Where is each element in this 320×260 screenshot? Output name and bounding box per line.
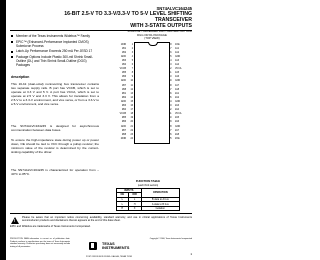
pin-lead-left <box>134 102 135 103</box>
table-cell: L <box>117 197 129 202</box>
pin-label-right: 1A2 <box>175 51 180 54</box>
pin-number-left: 13 <box>130 92 133 95</box>
logo-line: TEXAS <box>102 241 115 246</box>
header-rule <box>10 30 192 31</box>
production-data-notice: PRODUCTION DATA information is current as of publication date. Products conform to specifications per the terms of Texas Instruments standard warranty. Production processing does not necessarily include testing of all parameters. <box>10 238 70 248</box>
pin-label-left: 1B8 <box>121 88 126 91</box>
pin-label-left: 1B5 <box>121 72 126 75</box>
pin-label-right: 1OE <box>175 43 180 46</box>
pin-number-left: 3 <box>131 51 133 54</box>
function-table-subtitle: (each 8-bit section) <box>137 183 159 187</box>
pin-number-left: 7 <box>131 68 133 71</box>
pin-label-left: VCCB <box>119 113 126 116</box>
pin-number-right: 35 <box>169 96 172 99</box>
pin-number-left: 14 <box>130 96 133 99</box>
pin-label-right: 1A3 <box>175 59 180 62</box>
left-margin-bar <box>0 0 6 260</box>
package-caption: DGG OR DL PACKAGE <box>137 33 167 37</box>
pin-number-right: 37 <box>169 88 172 91</box>
pin-label-left: 2B5 <box>121 117 126 120</box>
pin-number-right: 33 <box>169 105 172 107</box>
pin-label-left: 2DIR <box>120 137 126 140</box>
pin-label-left: 1B1 <box>121 47 126 50</box>
document-footer <box>10 236 192 256</box>
pin-number-left: 11 <box>130 84 133 87</box>
pin-number-right: 39 <box>169 80 172 83</box>
pin-label-right: VCCA <box>175 113 182 116</box>
pin-number-left: 22 <box>130 129 133 132</box>
table-cell: X <box>128 206 141 211</box>
description-paragraph: The SN74ALVC164245 is characterized for operation from –40°C to 85°C. <box>11 168 99 177</box>
pin-number-left: 20 <box>130 121 133 124</box>
pin-number-right: 41 <box>169 72 172 75</box>
notice-text: Please be aware that an important notice concerning availability, standard warranty, and use in critical applications of Texas Instruments semiconductor products and disclaimers thereto appears at the end of this data sheet. <box>22 216 192 223</box>
warning-icon <box>11 217 19 224</box>
pin-number-right: 48 <box>169 43 172 46</box>
page-number: 1 <box>190 252 192 256</box>
pin-lead-left <box>134 61 135 62</box>
pin-label-right: 1A6 <box>175 76 180 79</box>
pin-number-right: 27 <box>169 129 172 132</box>
logo-line: INSTRUMENTS <box>102 245 130 250</box>
pin-lead-left <box>134 118 135 119</box>
pin-number-left: 15 <box>130 100 133 103</box>
mailing-address: POST OFFICE BOX 655303 • DALLAS, TEXAS 75265 <box>86 256 132 258</box>
pin-label-right: GND <box>175 125 181 128</box>
pin-number-right: 30 <box>169 117 172 120</box>
pin-number-right: 36 <box>169 92 172 95</box>
feature-item: EPIC™ (Enhanced-Performance Implanted CMOS) Submicron Process <box>11 40 99 48</box>
pin-lead-left <box>134 114 135 115</box>
document-meta: SCAS473E – DECEMBER 1995 – REVISED JULY 2000 <box>127 30 192 33</box>
pin-number-right: 28 <box>169 125 172 128</box>
pin-number-right: 43 <box>169 64 172 66</box>
pin-label-right: 2A4 <box>175 109 180 112</box>
pin-number-right: 40 <box>169 76 172 79</box>
pin-number-right: 25 <box>169 137 172 140</box>
pin-label-right: 1A7 <box>175 84 180 87</box>
pin-label-right: GND <box>175 80 181 83</box>
pin-lead-left <box>134 90 135 91</box>
pin-label-left: 1B3 <box>121 59 126 62</box>
pin-label-right: GND <box>175 55 181 58</box>
pin-label-left: 1B7 <box>121 84 126 87</box>
pin-number-left: 5 <box>131 59 133 62</box>
pin-number-left: 4 <box>131 55 133 58</box>
copyright: Copyright © 2000, Texas Instruments Incorporated <box>149 238 192 240</box>
pin-lead-left <box>134 98 135 99</box>
pin-number-right: 26 <box>169 133 172 136</box>
pin-label-right: 2A7 <box>175 129 180 132</box>
pin-label-left: GND <box>120 55 126 58</box>
pin-number-left: 10 <box>130 80 133 83</box>
pin-label-left: 2B2 <box>121 96 126 99</box>
description-paragraph: To ensure the high-impedance state during power up or power down, OE should be tied to VCC through a pullup resistor; the minimum value of the resistor is determined by the current-sinking capability of the driver. <box>11 138 99 155</box>
pin-lead-left <box>134 127 135 128</box>
pin-number-left: 16 <box>130 105 133 107</box>
description-heading: description <box>11 75 30 79</box>
table-cell: Isolation <box>141 206 179 211</box>
pin-lead-left <box>134 94 135 95</box>
pin-number-left: 1 <box>131 43 133 46</box>
pin-number-right: 29 <box>169 121 172 124</box>
pin-label-right: 2OE <box>175 137 180 140</box>
pin-label-right: 1A1 <box>175 47 180 50</box>
pin-lead-left <box>134 53 135 54</box>
pin-label-left: 2B6 <box>121 121 126 124</box>
pin-lead-left <box>134 139 135 140</box>
pin-label-left: 1B2 <box>121 51 126 54</box>
dir-header: DIR <box>128 193 141 198</box>
pin-lead-left <box>134 86 135 87</box>
table-cell: B data to A bus <box>141 197 179 202</box>
pin-label-right: 1A5 <box>175 72 180 75</box>
pin-lead-left <box>134 45 135 46</box>
pin-number-left: 19 <box>130 117 133 120</box>
pin-lead-left <box>134 69 135 70</box>
pin-label-right: 2A3 <box>175 105 180 107</box>
pin-number-right: 31 <box>169 113 172 116</box>
pin-number-left: 18 <box>130 113 133 116</box>
pin-number-right: 32 <box>169 109 172 112</box>
pin-number-left: 21 <box>130 125 133 128</box>
description-paragraph: The SN74ALVC164245 is designed for asynchronous communication between data buses. <box>11 124 99 133</box>
pin-lead-left <box>134 122 135 123</box>
document-title-line-1: 16-BIT 2.5-V TO 3.3-V/3.3-V TO 5-V LEVEL SHIFTING TRANSCEIVER <box>64 11 192 23</box>
table-cell: L <box>117 202 129 207</box>
pin-number-left: 24 <box>130 137 133 140</box>
table-cell: A data to B bus <box>141 202 179 207</box>
pin-label-right: 2A6 <box>175 121 180 124</box>
table-cell: L <box>128 197 141 202</box>
inputs-header: INPUTS <box>117 188 142 193</box>
pin-label-left: GND <box>120 125 126 128</box>
pin-label-right: 2A8 <box>175 133 180 136</box>
trademark-text: EPIC and Widebus are trademarks of Texas Instruments Incorporated. <box>10 224 91 228</box>
table-row <box>117 206 180 211</box>
pin-label-left: VCCB <box>119 68 126 71</box>
pin-number-right: 45 <box>169 55 172 58</box>
pin-label-left: 2B8 <box>121 133 126 136</box>
pin-number-right: 38 <box>169 84 172 87</box>
pin-label-left: 1B4 <box>121 64 126 66</box>
pin-label-left: 2B3 <box>121 105 126 107</box>
feature-item: Latch-Up Performance Exceeds 250 mA Per JESD 17 <box>11 49 99 53</box>
pin-number-left: 2 <box>131 47 133 50</box>
feature-item: Member of the Texas Instruments Widebus™ Family <box>11 34 99 38</box>
pin-label-right: 2A1 <box>175 92 180 95</box>
pin-label-left: 2B4 <box>121 109 126 112</box>
function-table <box>116 180 180 211</box>
pin-label-left: 1B6 <box>121 76 126 79</box>
pin-number-right: 42 <box>169 68 172 71</box>
function-table-title: FUNCTION TABLE <box>135 179 161 183</box>
pin-label-left: 2B7 <box>121 129 126 132</box>
ti-logo <box>84 237 134 258</box>
pin-label-right: 2A5 <box>175 117 180 120</box>
pin-diagram <box>112 41 192 145</box>
pin-number-left: 9 <box>131 76 133 79</box>
pin-number-left: 17 <box>130 109 133 112</box>
feature-item: Package Options Include Plastic 300-mil Shrink Small-Outline (DL) and Thin Shrink Small-Outline (DGG) Packages <box>11 55 99 67</box>
pin-label-left: 1DIR <box>120 43 126 46</box>
pin-lead-left <box>134 57 135 58</box>
pin-row <box>112 137 192 141</box>
operation-header: OPERATION <box>141 188 179 197</box>
table-cell: H <box>117 206 129 211</box>
important-notice <box>10 213 192 228</box>
pin-label-right: 2A2 <box>175 96 180 99</box>
part-number: SN74ALVC164245 <box>156 6 192 11</box>
pin-lead-left <box>134 110 135 111</box>
description-paragraph: This 16-bit (dual-octal) noninverting bus transceiver contains two separate supply rails. B port has VCCB, which is set to operate at 3.3 V and 5 V. A port has VCCA, which is set to operate at 2.5 V and 3.3 V. This allows for translation from a 2.5-V to a 3.3-V environment, and vice versa, or from a 3.3-V to a 5-V environment, and vice versa. <box>11 82 99 107</box>
pin-lead-left <box>134 131 135 132</box>
pin-lead-left <box>134 77 135 78</box>
pin-number-right: 34 <box>169 100 172 103</box>
document-title-line-2: WITH 3-STATE OUTPUTS <box>130 23 192 29</box>
function-table-grid <box>116 188 180 212</box>
pin-number-left: 23 <box>130 133 133 136</box>
pin-lead-left <box>134 49 135 50</box>
feature-list <box>11 34 99 69</box>
pin-label-left: GND <box>120 80 126 83</box>
pin-number-left: 8 <box>131 72 133 75</box>
pin-number-right: 44 <box>169 59 172 62</box>
pin-lead-left <box>134 81 135 82</box>
pin-lead-left <box>134 135 135 136</box>
package-view: (TOP VIEW) <box>144 36 160 41</box>
pin-label-right: VCCA <box>175 68 182 71</box>
pin-label-left: GND <box>120 100 126 103</box>
pin-number-right: 47 <box>169 47 172 50</box>
pin-lead-left <box>134 65 135 66</box>
pin-number-left: 6 <box>131 64 133 66</box>
ti-logo-icon <box>89 242 97 250</box>
pin-number-left: 12 <box>130 88 133 91</box>
ti-logo-wordmark <box>102 242 129 250</box>
package-pinout <box>112 34 192 145</box>
pin-label-right: GND <box>175 100 181 103</box>
oe-header: OE <box>117 193 129 198</box>
pin-lead-left <box>134 106 135 107</box>
pin-label-right: 1A8 <box>175 88 180 91</box>
pin-label-right: 1A4 <box>175 64 180 66</box>
table-cell: H <box>128 202 141 207</box>
pin-lead-left <box>134 73 135 74</box>
pin-label-left: 2B1 <box>121 92 126 95</box>
pin-number-right: 46 <box>169 51 172 54</box>
